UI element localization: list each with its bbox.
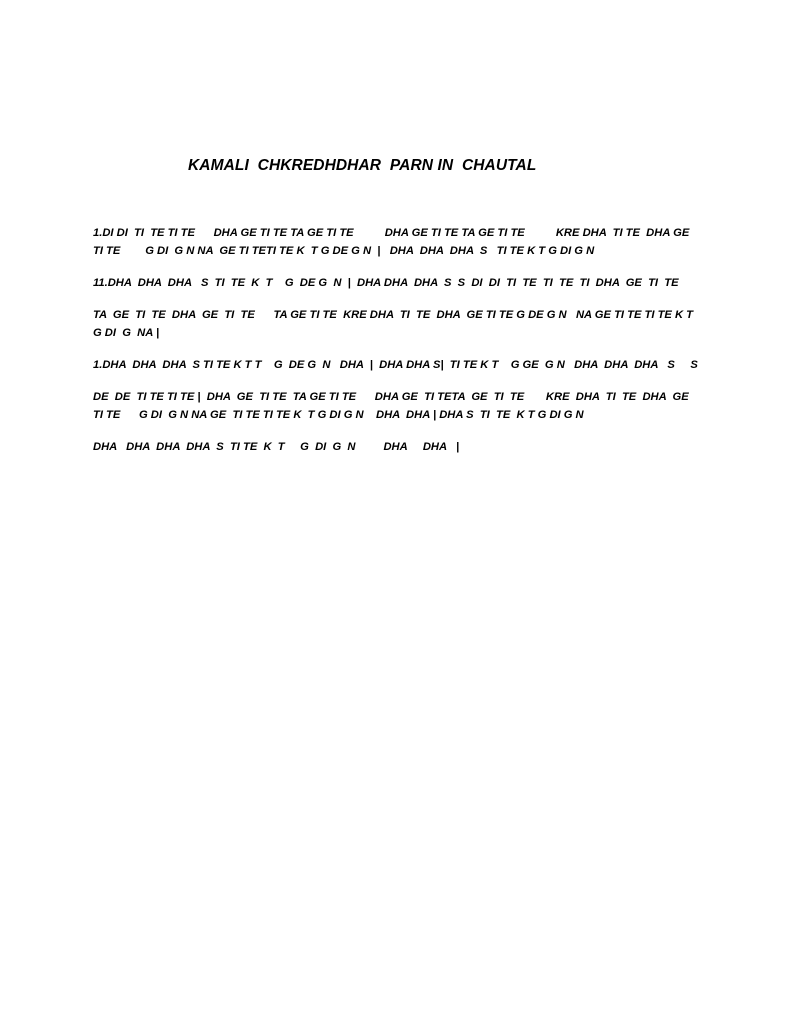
paragraph-5: DE DE TI TE TI TE | DHA GE TI TE TA GE TI TE DHA GE TI TETA GE TI TE KRE DHA TI TE DHA GE TI TE G DI G N NA GE TI TE TI TE K T G DI G N DHA DHA | DHA S TI TE K T G DI G N bbox=[93, 391, 689, 421]
paragraph-3: TA GE TI TE DHA GE TI TE TA GE TI TE KRE DHA TI TE DHA GE TI TE G DE G N NA GE TI TE TI TE K T G DI G NA | bbox=[93, 309, 693, 339]
composition-text bbox=[93, 224, 705, 470]
paragraph-4: 1.DHA DHA DHA S TI TE K T T G DE G N DHA | DHA DHA S| TI TE K T G GE G N DHA DHA DHA S S bbox=[93, 359, 698, 371]
paragraph-2: 11.DHA DHA DHA S TI TE K T G DE G N | DHA DHA DHA S S DI DI TI TE TI TE TI DHA GE TI TE bbox=[93, 277, 679, 289]
document-title: KAMALI CHKREDHDHAR PARN IN CHAUTAL bbox=[188, 157, 537, 174]
paragraph-1: 1.DI DI TI TE TI TE DHA GE TI TE TA GE TI TE DHA GE TI TE TA GE TI TE KRE DHA TI TE DHA GE TI TE G DI G N NA GE TI TETI TE K T G DE G N | DHA DHA DHA S TI TE K T G DI G N bbox=[93, 227, 690, 257]
paragraph-6: DHA DHA DHA DHA S TI TE K T G DI G N DHA DHA | bbox=[93, 441, 460, 453]
